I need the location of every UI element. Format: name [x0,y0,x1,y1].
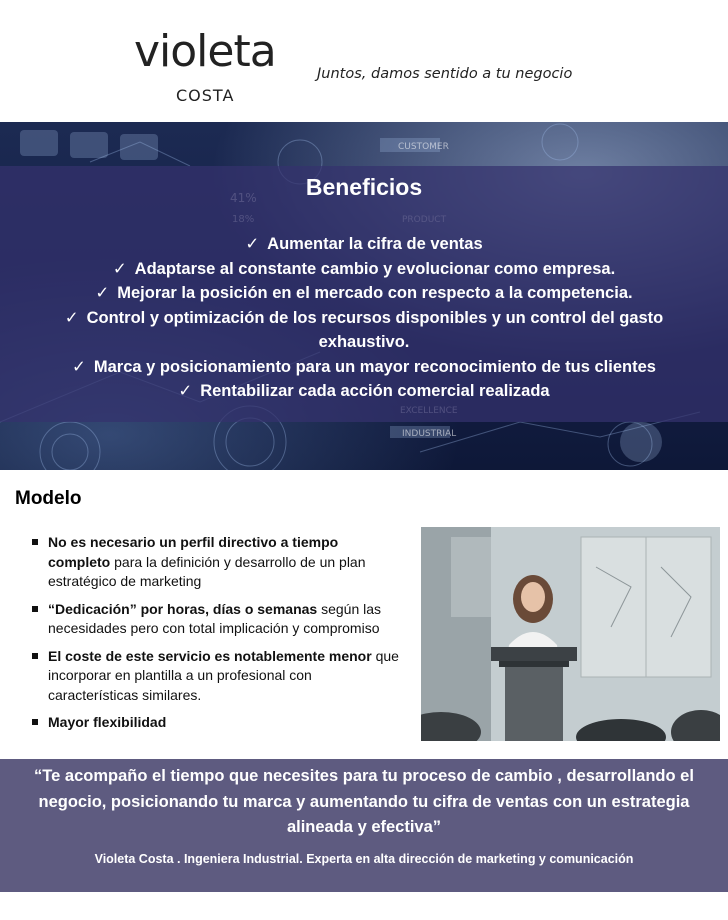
model-title: Modelo [15,488,82,509]
check-icon: ✓ [112,259,127,278]
benefit-item: ✓ Rentabilizar cada acción comercial realizada [0,379,728,404]
brand-tagline: Juntos, damos sentido a tu negocio [317,66,573,82]
model-item: El coste de este servicio es notablemente menor que incorporar en plantilla a un profesional con características similares. [30,647,402,706]
hero-bg-word: INDUSTRIAL [402,429,457,439]
speaker-photo [421,527,720,741]
check-icon: ✓ [245,235,260,253]
model-item: No es necesario un perfil directivo a tiempo completo para la definición y desarrollo de un plan estratégico de marketing [30,533,402,592]
header [0,0,728,122]
hero-banner [0,122,728,470]
bullet-icon [32,539,38,545]
benefits-title: Beneficios [305,174,423,200]
brand-surname: COSTA [176,86,235,105]
benefits-list [0,232,728,404]
bullet-icon [32,719,38,725]
check-icon: ✓ [95,284,110,302]
benefit-item: ✓ Adaptarse al constante cambio y evolucionar como empresa. [0,257,728,282]
model-item: “Dedicación” por horas, días o semanas según las necesidades pero con total implicación y compromiso [30,600,402,639]
benefit-item: ✓ Mejorar la posición en el mercado con respecto a la competencia. [0,281,728,306]
hero-bg-word: CUSTOMER [398,142,449,152]
check-icon: ✓ [178,382,193,400]
model-item: Mayor flexibilidad [30,713,402,733]
benefit-item: ✓ Control y optimización de los recursos disponibles y un control del gasto [0,306,728,331]
benefit-item: ✓ Aumentar la cifra de ventas [0,232,728,257]
benefit-item-continuation: exhaustivo. [318,333,410,351]
quote-author: Violeta Costa . Ingeniera Industrial. Experta en alta dirección de marketing y comunicación [94,852,634,866]
bullet-icon [32,606,38,612]
check-icon: ✓ [64,308,79,327]
benefit-item: ✓ Marca y posicionamiento para un mayor reconocimiento de tus clientes [0,355,728,380]
quote-text: “Te acompaño el tiempo que necesites para tu proceso de cambio , desarrollando el negocio, posicionando tu marca y aumentando tu cifra de ventas con un estrategia alineada y efectiva” [34,767,694,836]
speaker-illustration [421,527,720,741]
brand-logo: violeta [134,26,276,77]
check-icon: ✓ [72,357,86,376]
bullet-icon [32,653,38,659]
model-list [30,533,402,741]
